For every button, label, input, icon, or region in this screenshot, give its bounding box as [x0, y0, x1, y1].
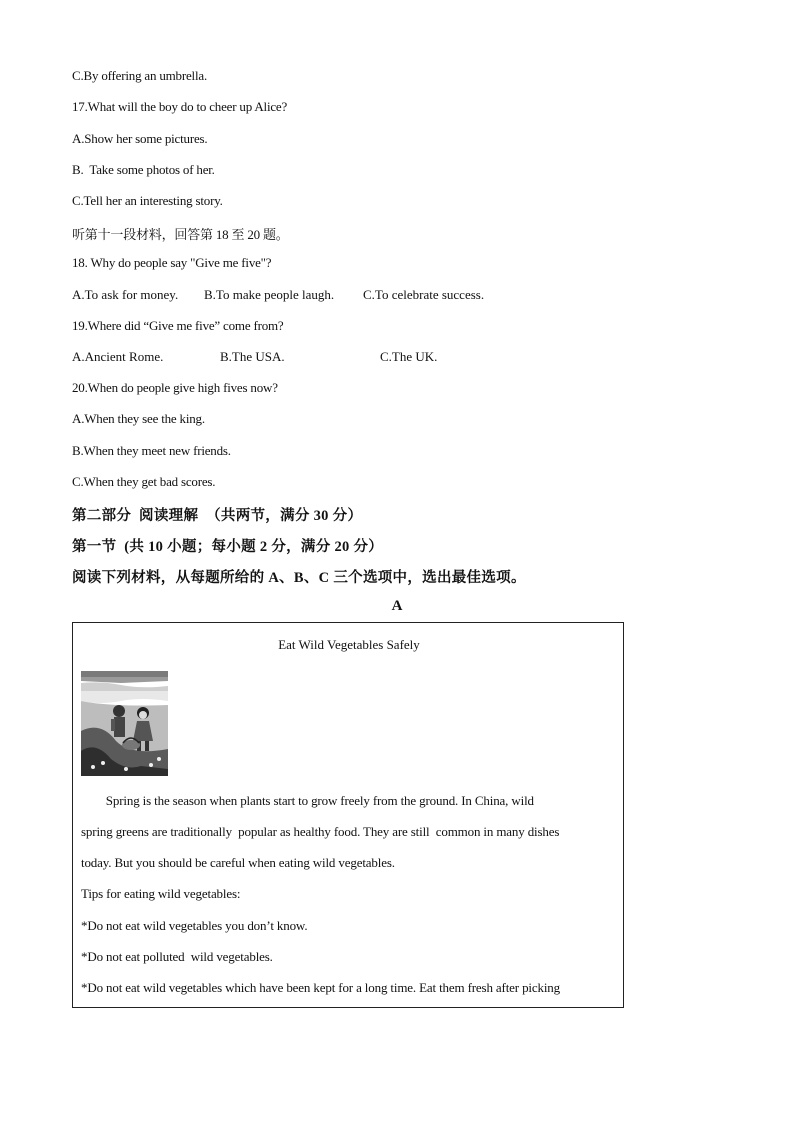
question-18: 18. Why do people say "Give me five"? [72, 255, 272, 270]
option-18c: C.To celebrate success. [363, 287, 485, 302]
option-20a: A.When they see the king. [72, 411, 205, 426]
option-20c: C.When they get bad scores. [72, 474, 216, 489]
question-20: 20.When do people give high fives now? [72, 380, 278, 395]
option-17a: A.Show her some pictures. [72, 131, 208, 146]
reading-instruction: 阅读下列材料，从每题所给的 A、B、C 三个选项中，选出最佳选项。 [72, 570, 526, 586]
part-two-heading: 第二部分 阅读理解 （共两节，满分 30 分） [72, 508, 363, 524]
option-18b: B.To make people laugh. [204, 287, 335, 302]
option-17c: C.Tell her an interesting story. [72, 193, 223, 208]
option-19c: C.The UK. [380, 349, 438, 364]
question-19: 19.Where did “Give me five” come from? [72, 318, 284, 333]
passage-title: Eat Wild Vegetables Safely [278, 637, 420, 652]
tip-item: *Do not eat wild vegetables which have been kept for a long time. Eat them fresh after picking [81, 980, 561, 995]
tips-heading: Tips for eating wild vegetables: [81, 886, 241, 901]
option-17b: B. Take some photos of her. [72, 162, 215, 177]
option-18a: A.To ask for money. [72, 287, 179, 302]
option-19a: A.Ancient Rome. [72, 349, 164, 364]
passage-paragraph-line-1: Spring is the season when plants start to grow freely from the ground. In China, wild [81, 793, 534, 808]
option-16c: C.By offering an umbrella. [72, 68, 208, 83]
tip-item: *Do not eat wild vegetables you don’t know. [81, 918, 308, 933]
passage-paragraph-line-3: today. But you should be careful when eating wild vegetables. [81, 855, 395, 870]
question-17: 17.What will the boy do to cheer up Alice? [72, 99, 288, 114]
passage-paragraph-line-2: spring greens are traditionally popular as healthy food. They are still common in many dishes [81, 824, 560, 839]
passage-label: A [391, 598, 403, 614]
section-one-heading: 第一节 (共 10 小题；每小题 2 分，满分 20 分） [72, 539, 384, 555]
option-20b: B.When they meet new friends. [72, 443, 231, 458]
children-picking-vegetables-illustration [81, 671, 168, 776]
listening-instruction: 听第十一段材料，回答第 18 至 20 题。 [72, 227, 289, 242]
tip-item: *Do not eat polluted wild vegetables. [81, 949, 273, 964]
option-19b: B.The USA. [220, 349, 285, 364]
passage-box [72, 622, 624, 1008]
